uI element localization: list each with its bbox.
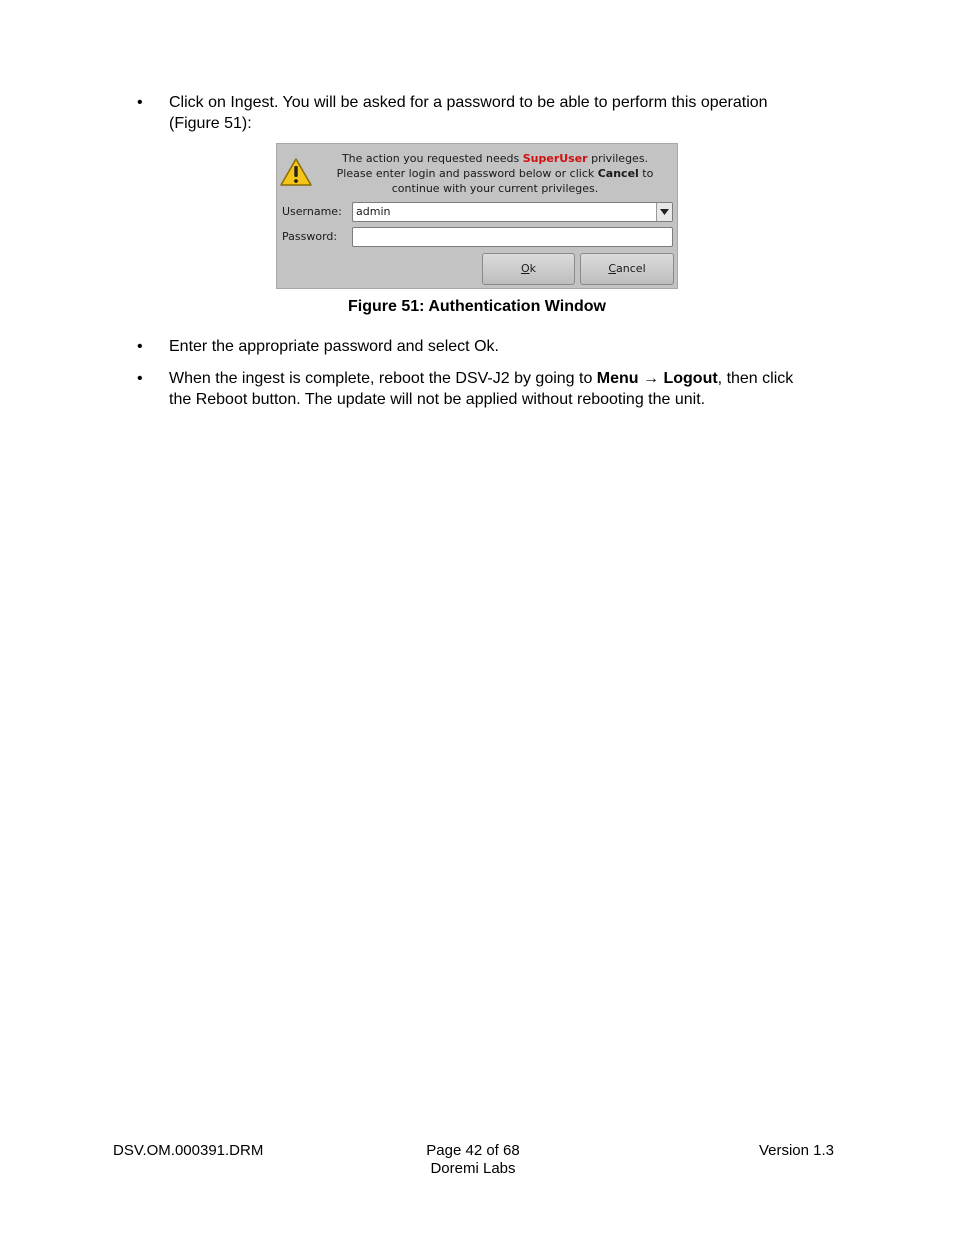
- password-label: Password:: [282, 230, 338, 243]
- footer-page: Page 42 of 68: [426, 1142, 520, 1159]
- menu-term: Menu: [596, 370, 639, 387]
- bullet-marker: •: [137, 94, 143, 111]
- authentication-dialog: [276, 143, 678, 289]
- bullet-text: the Reboot button. The update will not be applied without rebooting the unit.: [169, 391, 706, 408]
- footer-doc-id: DSV.OM.000391.DRM: [113, 1142, 264, 1159]
- username-combobox[interactable]: [352, 202, 673, 222]
- username-label: Username:: [282, 205, 342, 218]
- bullet-text: (Figure 51):: [169, 115, 252, 132]
- bullet-text: Enter the appropriate password and select Ok.: [169, 338, 499, 355]
- bullet-text: When the ingest is complete, reboot the DSV-J2 by going to Menu → Logout, then click: [169, 370, 794, 387]
- warning-icon: [280, 158, 312, 186]
- ok-button[interactable]: Ok: [482, 253, 575, 285]
- username-value: admin: [356, 205, 391, 218]
- dialog-message: The action you requested needs SuperUser privileges. Please enter login and password below or click Cancel to continue with your current privileges.: [336, 152, 654, 195]
- footer-center: [373, 1142, 573, 1178]
- cancel-button[interactable]: Cancel: [580, 253, 674, 285]
- logout-term: Logout: [663, 370, 718, 387]
- superuser-highlight: SuperUser: [522, 152, 588, 165]
- figure-caption: Figure 51: Authentication Window: [348, 298, 606, 315]
- bullet-marker: •: [137, 338, 143, 355]
- footer-version: Version 1.3: [758, 1142, 834, 1159]
- bullet-marker: •: [137, 370, 143, 387]
- footer-company: Doremi Labs: [430, 1160, 516, 1177]
- password-field[interactable]: [352, 227, 673, 247]
- bullet-text: Click on Ingest. You will be asked for a password to be able to perform this operation: [169, 94, 768, 111]
- chevron-down-icon[interactable]: [656, 203, 672, 221]
